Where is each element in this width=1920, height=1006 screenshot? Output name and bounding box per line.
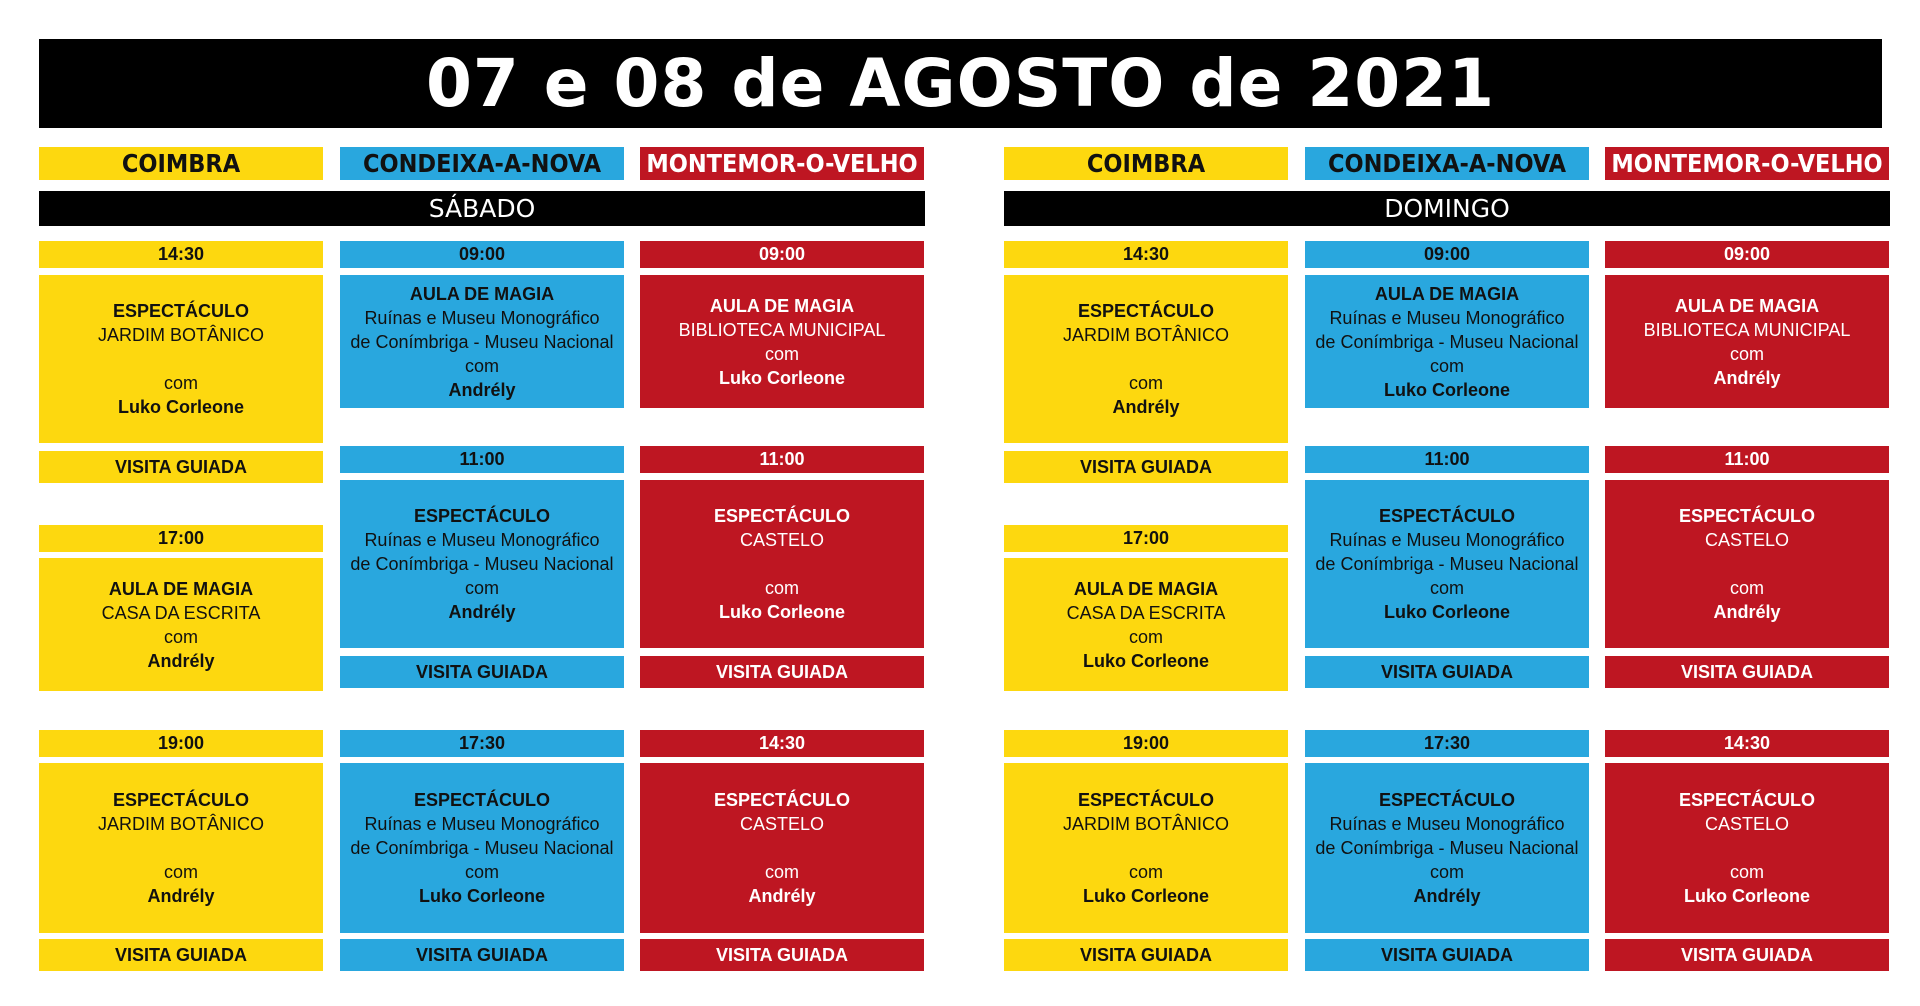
event-card — [640, 275, 924, 408]
event-venue: de Conímbriga - Museu Nacional — [350, 554, 614, 574]
event-venue: Ruínas e Museu Monográfico — [364, 814, 600, 834]
event-time: 19:00 — [1004, 730, 1288, 757]
event-performer: Luko Corleone — [117, 397, 244, 417]
event-card — [1305, 480, 1589, 648]
event-title: ESPECTÁCULO — [112, 790, 249, 810]
event-with: com — [1729, 343, 1764, 364]
event-card — [39, 763, 323, 933]
event-card — [340, 275, 624, 408]
event-performer: Andrély — [1413, 886, 1481, 906]
event-title: ESPECTÁCULO — [413, 790, 550, 810]
event-venue: de Conímbriga - Museu Nacional — [350, 331, 614, 352]
event-venue: JARDIM BOTÂNICO — [1062, 325, 1229, 345]
guided-visit-label: VISITA GUIADA — [1004, 939, 1288, 971]
event-time: 14:30 — [1004, 241, 1288, 268]
event-venue: Ruínas e Museu Monográfico — [364, 530, 600, 550]
event-venue: Ruínas e Museu Monográfico — [1329, 814, 1565, 834]
event-performer: Luko Corleone — [718, 602, 845, 622]
event-card — [1305, 275, 1589, 408]
event-performer: Luko Corleone — [1383, 379, 1510, 400]
event-time: 14:30 — [640, 730, 924, 757]
event-time: 17:00 — [1004, 525, 1288, 552]
event-title: ESPECTÁCULO — [1678, 790, 1815, 810]
event-card — [1004, 763, 1288, 933]
guided-visit-label: VISITA GUIADA — [640, 939, 924, 971]
event-venue: de Conímbriga - Museu Nacional — [1315, 838, 1579, 858]
city-header-condeixa: CONDEIXA-A-NOVA — [1305, 147, 1589, 180]
event-performer: Andrély — [1112, 397, 1180, 417]
event-card — [1004, 558, 1288, 691]
guided-visit-label: VISITA GUIADA — [340, 656, 624, 688]
page-title: 07 e 08 de AGOSTO de 2021 — [39, 39, 1882, 128]
event-time: 17:00 — [39, 525, 323, 552]
event-time: 17:30 — [1305, 730, 1589, 757]
event-performer: Luko Corleone — [1082, 886, 1209, 906]
event-venue: BIBLIOTECA MUNICIPAL — [678, 319, 886, 340]
event-time: 19:00 — [39, 730, 323, 757]
event-with: com — [163, 862, 198, 882]
event-with: com — [163, 373, 198, 393]
event-time: 17:30 — [340, 730, 624, 757]
event-venue: CASTELO — [1704, 814, 1790, 834]
event-venue: CASTELO — [739, 530, 825, 550]
event-venue: CASA DA ESCRITA — [1066, 602, 1226, 623]
event-venue: CASA DA ESCRITA — [101, 602, 261, 623]
city-header-condeixa: CONDEIXA-A-NOVA — [340, 147, 624, 180]
event-with: com — [1128, 862, 1163, 882]
event-performer: Luko Corleone — [1683, 886, 1810, 906]
guided-visit-label: VISITA GUIADA — [1605, 939, 1889, 971]
city-header-coimbra: COIMBRA — [39, 147, 323, 180]
event-with: com — [1429, 862, 1464, 882]
event-title: ESPECTÁCULO — [1378, 790, 1515, 810]
event-time: 11:00 — [640, 446, 924, 473]
event-card — [39, 275, 323, 443]
event-performer: Luko Corleone — [718, 367, 845, 388]
event-card — [1305, 763, 1589, 933]
event-venue: de Conímbriga - Museu Nacional — [1315, 331, 1579, 352]
city-header-montemor: MONTEMOR-O-VELHO — [1605, 147, 1889, 180]
event-title: AULA DE MAGIA — [1073, 578, 1219, 599]
event-title: ESPECTÁCULO — [413, 506, 550, 526]
event-performer: Andrély — [748, 886, 816, 906]
event-performer: Luko Corleone — [418, 886, 545, 906]
guided-visit-label: VISITA GUIADA — [39, 939, 323, 971]
event-venue: CASTELO — [739, 814, 825, 834]
event-performer: Andrély — [1713, 367, 1781, 388]
event-with: com — [764, 343, 799, 364]
event-title: ESPECTÁCULO — [1077, 301, 1214, 321]
guided-visit-label: VISITA GUIADA — [1004, 451, 1288, 483]
event-performer: Andrély — [448, 602, 516, 622]
event-venue: BIBLIOTECA MUNICIPAL — [1643, 319, 1851, 340]
event-with: com — [464, 862, 499, 882]
event-venue: JARDIM BOTÂNICO — [97, 814, 264, 834]
event-card — [340, 763, 624, 933]
event-with: com — [464, 578, 499, 598]
event-performer: Luko Corleone — [1082, 650, 1209, 671]
event-title: AULA DE MAGIA — [108, 578, 254, 599]
event-with: com — [764, 862, 799, 882]
event-performer: Andrély — [1713, 602, 1781, 622]
guided-visit-label: VISITA GUIADA — [1305, 939, 1589, 971]
day-header: SÁBADO — [39, 191, 925, 226]
event-time: 14:30 — [39, 241, 323, 268]
guided-visit-label: VISITA GUIADA — [1305, 656, 1589, 688]
event-title: AULA DE MAGIA — [409, 283, 555, 304]
event-performer: Luko Corleone — [1383, 602, 1510, 622]
guided-visit-label: VISITA GUIADA — [640, 656, 924, 688]
event-title: ESPECTÁCULO — [1077, 790, 1214, 810]
event-time: 11:00 — [1305, 446, 1589, 473]
event-time: 09:00 — [640, 241, 924, 268]
guided-visit-label: VISITA GUIADA — [1605, 656, 1889, 688]
day-header: DOMINGO — [1004, 191, 1890, 226]
event-card — [640, 480, 924, 648]
event-venue: Ruínas e Museu Monográfico — [1329, 530, 1565, 550]
event-venue: JARDIM BOTÂNICO — [97, 325, 264, 345]
event-venue: JARDIM BOTÂNICO — [1062, 814, 1229, 834]
event-card — [1605, 480, 1889, 648]
event-title: AULA DE MAGIA — [1674, 295, 1820, 316]
city-header-montemor: MONTEMOR-O-VELHO — [640, 147, 924, 180]
event-card — [640, 763, 924, 933]
guided-visit-label: VISITA GUIADA — [340, 939, 624, 971]
event-with: com — [464, 355, 499, 376]
guided-visit-label: VISITA GUIADA — [39, 451, 323, 483]
event-time: 14:30 — [1605, 730, 1889, 757]
city-header-coimbra: COIMBRA — [1004, 147, 1288, 180]
event-with: com — [1729, 578, 1764, 598]
event-with: com — [764, 578, 799, 598]
event-with: com — [1429, 355, 1464, 376]
event-title: AULA DE MAGIA — [1374, 283, 1520, 304]
event-title: ESPECTÁCULO — [713, 790, 850, 810]
event-with: com — [1128, 373, 1163, 393]
event-with: com — [1128, 626, 1163, 647]
event-with: com — [1729, 862, 1764, 882]
event-card — [1605, 763, 1889, 933]
event-performer: Andrély — [448, 379, 516, 400]
event-with: com — [163, 626, 198, 647]
event-time: 09:00 — [1305, 241, 1589, 268]
event-title: AULA DE MAGIA — [709, 295, 855, 316]
event-title: ESPECTÁCULO — [1678, 506, 1815, 526]
event-card — [340, 480, 624, 648]
event-time: 11:00 — [1605, 446, 1889, 473]
event-time: 11:00 — [340, 446, 624, 473]
event-venue: Ruínas e Museu Monográfico — [1329, 307, 1565, 328]
event-time: 09:00 — [1605, 241, 1889, 268]
event-title: ESPECTÁCULO — [713, 506, 850, 526]
event-card — [1004, 275, 1288, 443]
event-venue: CASTELO — [1704, 530, 1790, 550]
event-card — [39, 558, 323, 691]
event-performer: Andrély — [147, 650, 215, 671]
event-performer: Andrély — [147, 886, 215, 906]
event-venue: de Conímbriga - Museu Nacional — [350, 838, 614, 858]
event-title: ESPECTÁCULO — [112, 301, 249, 321]
event-with: com — [1429, 578, 1464, 598]
event-venue: Ruínas e Museu Monográfico — [364, 307, 600, 328]
event-title: ESPECTÁCULO — [1378, 506, 1515, 526]
event-card — [1605, 275, 1889, 408]
event-time: 09:00 — [340, 241, 624, 268]
event-venue: de Conímbriga - Museu Nacional — [1315, 554, 1579, 574]
